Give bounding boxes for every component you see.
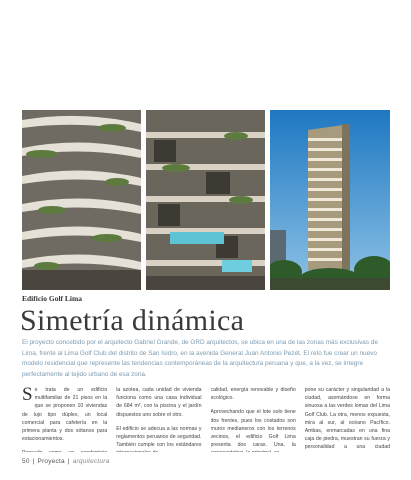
body-column-4 [305,386,390,452]
paragraph: El edificio se adecua a las normas y reglamentos peruanos de seguridad. También cumple con los estándares [116,425,202,449]
page-footer [22,458,109,465]
article-lead: El proyecto concebido por el arquitecto Gabriel Grande, de GRD arquitectos, se ubica en una de las zonas más exclusivas de Lima, frente al Lima Golf Club del distrito de San Isidro, en la avenida General Juan Antonio Pezét. El reto fue crear un nuevo modelo residencial que represente las tendencias contemporáneas de la arquitectura peruana y que, a la vez, se integre perfectamente al tejido urbano de esa zona. [22,339,378,378]
drop-cap: S [22,386,33,405]
paragraph: pone su carácter y singularidad a la ciudad, asomándose en forma sinuosa a las verdes lomas del Lima Golf Club. La otra, menos expuesta, mira al sur, al océano Pacífico. Ambas, enmarcadas en una fina caja de piedra, muestran su fuerza y personalidad a una ciudad [304,387,390,451]
body-column-1 [22,386,107,452]
photo-building-tower [270,110,390,290]
paragraph: la azotea, cada unidad de vivienda funciona como una casa individual de 684 m², con la piscina y el jardín dispuestos uno sobre el otro. [116,387,202,418]
paragraph: Aprovechando que el lote solo tiene dos frentes, pues los costados son muros medianeros con los terrenos vecinos, el edificio Golf Lima presenta dos caras. Una, la [210,409,296,449]
footer-separator: | [67,458,70,465]
page-number: 50 [22,458,30,465]
section-name: arquitectura [72,458,110,465]
paragraph: calidad, energía renovable y diseño ecológico. [210,387,296,402]
article-headline: Simetría dinámica [20,304,245,337]
article-kicker: Edificio Golf Lima [22,294,82,303]
paragraph: Se trata de un edificio multifamiliar de 21 pisos en la que se proponen 10 viviendas de lujo tipo dúplex, un local comercial para cafetería en la primera planta y dos sótanos para estacionamientos. [22,386,108,443]
photo-building-balconies [22,110,141,290]
body-column-2 [116,386,201,452]
photo-building-pools [146,110,265,290]
paragraph [22,449,107,452]
magazine-name: Proyecta [37,458,65,465]
article-body [22,386,390,452]
body-column-3 [211,386,296,452]
photo-strip [22,110,390,290]
footer-separator: | [32,458,35,465]
